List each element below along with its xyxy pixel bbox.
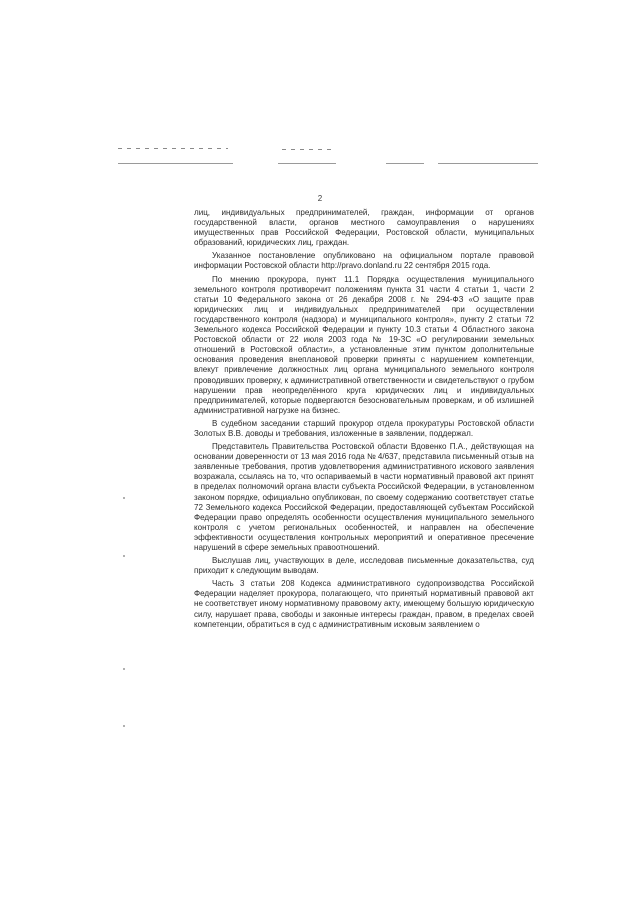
scan-speck <box>123 725 125 727</box>
scan-artifact <box>438 163 538 164</box>
paragraph: Указанное постановление опубликовано на официальном портале правовой информации Ростовской области http://pravo.donland.ru 22 сентября 2015 года. <box>194 251 534 271</box>
document-body <box>194 208 534 633</box>
paragraph: По мнению прокурора, пункт 11.1 Порядка осуществления муниципального земельного контроля противоречит положениям пункта 31 части 4 статьи 1, части 2 статьи 10 Федерального закона от 26 декабря 2008 г. № 294-ФЗ «О защите прав юридических лиц и индивидуальных предпринимателей при осуществлении государственного контроля (надзора) и муниципального контроля», пункту 2 статьи 72 Земельного кодекса Российской Федерации и пункту 10.3 статьи 4 Областного закона Ростовской области от 22 июля 2003 года № 19-ЗС «О регулировании земельных отношений в Ростовской области», а установленные этим пунктом дополнительные основания проведения внеплановой проверки приняты с нарушением компетенции, влекут привлечение должностных лиц органа муниципального земельного контроля проводивших проверку, к административной ответственности и свидетельствуют о грубом нарушении прав неопределённого круга юридических лиц и индивидуальных предпринимателей, которые подвергаются безосновательным проверкам, и об излишней административной нагрузке на бизнес. <box>194 274 534 415</box>
paragraph: Часть 3 статьи 208 Кодекса административного судопроизводства Российской Федерации наделяет прокурора, полагающего, что принятый нормативный правовой акт не соответствует иному нормативному правовому акту, имеющему большую юридическую силу, нарушает права, свободы и законные интересы граждан, правом, в пределах своей компетенции, обратиться в суд с административным исковым заявлением о <box>194 579 534 629</box>
scan-artifact <box>278 163 336 164</box>
scan-speck <box>123 668 125 670</box>
paragraph: Представитель Правительства Ростовской области Вдовенко П.А., действующая на основании доверенности от 13 мая 2016 года № 4/637, представила письменный отзыв на заявленные требования, против удовлетворения административного искового заявления возражала, ссылаясь на то, что оспариваемый в части нормативный правовой акт принят в пределах полномочий органа власти субъекта Российской Федерации, в установленном законом порядке, официально опубликован, по своему содержанию соответствует статье 72 Земельного кодекса Российской Федерации, предоставляющей субъектам Российской Федерации право определять особенности осуществления муниципального земельного контроля с учетом региональных особенностей, и направлен на обеспечение эффективности осуществления контрольных мероприятий и оперативное пресечение нарушений в сфере земельных правоотношений. <box>194 442 534 552</box>
paragraph: лиц, индивидуальных предпринимателей, граждан, информации от органов государственной власти, органов местного самоуправления о нарушениях имущественных прав Российской Федерации, Ростовской области, муниципальных образований, юридических лиц, граждан. <box>194 208 534 248</box>
paragraph: В судебном заседании старший прокурор отдела прокуратуры Ростовской области Золотых В.В. доводы и требования, изложенные в заявлении, поддержал. <box>194 418 534 438</box>
scan-artifact <box>386 163 424 164</box>
scan-speck <box>123 555 125 557</box>
paragraph: Выслушав лиц, участвующих в деле, исследовав письменные доказательства, суд приходит к следующим выводам. <box>194 556 534 576</box>
scan-speck <box>123 497 125 499</box>
page-number: 2 <box>317 194 323 203</box>
scan-artifact <box>118 163 233 164</box>
scan-artifact <box>118 148 228 149</box>
scan-artifact <box>282 149 332 150</box>
